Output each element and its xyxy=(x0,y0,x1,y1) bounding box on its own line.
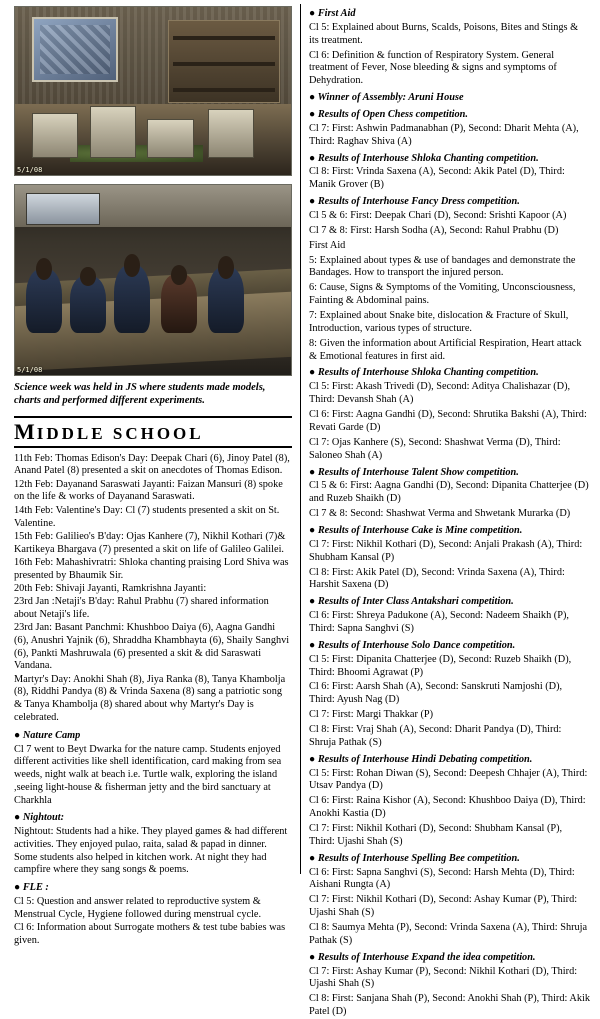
bullet-icon: ● xyxy=(309,852,316,864)
section-heading-hindi-debating: ● Results of Interhouse Hindi Debating competition. xyxy=(309,753,533,765)
bullet-icon: ● xyxy=(309,753,316,765)
event-entry: 16th Feb: Mahashivratri: Shloka chanting praising Lord Shiva was presented by Bhaumik Sir. xyxy=(14,556,289,581)
bullet-icon: ● xyxy=(309,524,316,536)
result-line: Cl 6: First: Aagna Gandhi (D), Second: Shrutika Bakshi (A), Third: Revati Garde (D) xyxy=(309,409,587,433)
section-heading-expand-the-idea: ● Results of Interhouse Expand the idea competition. xyxy=(309,951,536,963)
result-line: Cl 5 & 6: First: Aagna Gandhi (D), Second: Dipanita Chatterjee (D) and Ruzeb Shaikh (D) xyxy=(309,480,589,505)
result-line: Cl 7: First: Nikhil Kothari (D), Second: Shubham Kansal (P), Third: Ujashi Shah (S) xyxy=(309,822,563,847)
left-body-text xyxy=(14,453,292,948)
section-heading-antakshari: ● Results of Inter Class Antakshari competition. xyxy=(309,596,514,608)
result-line: Cl 8: Saumya Mehta (P), Second: Vrinda Saxena (A), Third: Shruja Pathak (S) xyxy=(309,922,588,946)
result-line: Cl 8: First: Sanjana Shah (P), Second: Anokhi Shah (P), Third: Akik Patel (D) xyxy=(309,993,590,1018)
bullet-icon: ● xyxy=(309,367,316,379)
result-line: Cl 7: First: Nikhil Kothari (D), Second: Anjali Prakash (A), Third: Shubham Kansal (P) xyxy=(309,538,583,563)
bullet-icon: ● xyxy=(14,882,21,894)
bullet-icon: ● xyxy=(309,639,316,651)
result-line: Cl 6: First: Raina Kishor (A), Second: Khushboo Daiya (D), Third: Anokhi Kastia (D) xyxy=(309,795,586,820)
section-paragraph: Nightout: Students had a hike. They played games & had different activities. They enjoyed pulao, raita, salad & papad in dinner. Some students also helped in kitchen work. At night they had campfire where they sang songs & poems. xyxy=(14,826,288,876)
event-entry: 12th Feb: Dayanand Saraswati Jayanti: Faizan Mansuri (8) spoke on the life & works of Dayanand Saraswati. xyxy=(14,478,283,503)
first-aid-item: 5: Explained about types & use of bandages and demonstrate the Bandages. How to transport the injured person. xyxy=(309,254,576,279)
subsection-label-first-aid: First Aid xyxy=(309,239,346,251)
section-heading-fancy-dress: ● Results of Interhouse Fancy Dress competition. xyxy=(309,196,520,208)
bullet-icon: ● xyxy=(309,951,316,963)
result-line: Cl 6: First: Shreya Padukone (A), Second: Nadeem Shaikh (P), Third: Sapna Sanghvi (S) xyxy=(309,610,569,634)
first-aid-item: 8: Given the information about Artificial Respiration, Heart attack & Emotional features in first aid. xyxy=(309,337,582,362)
result-line: Cl 7: First: Nikhil Kothari (D), Second: Ashay Kumar (P), Third: Ujashi Shah (S) xyxy=(309,894,578,919)
photo-caption: Science week was held in JS where students made models, charts and performed different experiments. xyxy=(14,382,266,406)
photo-date-stamp: 5/1/08 xyxy=(17,166,43,174)
section-paragraph: Cl 5: Question and answer related to reproductive system & Menstrual Cycle, Hygiene followed during menstrual cycle. xyxy=(14,895,262,920)
right-column xyxy=(301,0,600,1018)
bullet-icon: ● xyxy=(14,729,21,741)
section-heading-cake-is-mine: ● Results of Interhouse Cake is Mine competition. xyxy=(309,524,523,536)
result-line: Cl 7: First: Ashwin Padmanabhan (P), Second: Dharit Mehta (A), Third: Raghav Shiva (A) xyxy=(309,122,579,147)
bullet-icon: ● xyxy=(309,152,316,164)
result-line: Cl 7 & 8: Second: Shashwat Verma and Shwetank Murarka (D) xyxy=(309,508,571,520)
section-heading-solo-dance: ● Results of Interhouse Solo Dance competition. xyxy=(309,639,516,651)
section-heading-first-aid: ● First Aid xyxy=(309,8,356,19)
section-paragraph: Cl 7 went to Beyt Dwarka for the nature camp. Students enjoyed different activities like shell identification, card making from sea weeds, night walk at beach i.e. Turtle walk, exploring the island ,seeing light-house & fisherman jetty and the bird sanctuary at Charkhla xyxy=(14,743,282,806)
result-line: Cl 7: First: Ashay Kumar (P), Second: Nikhil Kothari (D), Third: Ujashi Shah (S) xyxy=(309,965,578,990)
event-entry: 14th Feb: Valentine's Day: Cl (7) students presented a skit on St. Valentine. xyxy=(14,504,280,529)
photo-date-stamp: 5/1/08 xyxy=(17,366,43,374)
result-line: Cl 7 & 8: First: Harsh Sodha (A), Second: Rahul Prabhu (D) xyxy=(309,224,559,236)
photo-science-models xyxy=(14,6,292,176)
result-line: Cl 5: First: Rohan Diwan (S), Second: Deepesh Chhajer (A), Third: Utsav Pandya (D) xyxy=(309,767,588,792)
result-line: Cl 8: First: Vraj Shah (A), Second: Dharit Pandya (D), Third: Shruja Pathak (S) xyxy=(309,723,562,748)
result-line: Cl 7: Ojas Kanhere (S), Second: Shashwat Verma (D), Third: Saloneo Shah (A) xyxy=(309,436,561,461)
section-heading-nightout: ● Nightout: xyxy=(14,812,65,824)
event-entry: 23rd Jan: Basant Panchmi: Khushboo Daiya (6), Aagna Gandhi (6), Anushri Yajnik (6), Shraddha Khambhayta (6), Shaily Sanghvi (6), Pankti Mashruwala (6) presented a skit & did Saraswati Vandana. xyxy=(14,622,290,672)
left-column xyxy=(0,0,300,946)
banner-drop-cap: M xyxy=(14,418,37,444)
event-entry: 11th Feb: Thomas Edison's Day: Deepak Chari (6), Jinoy Patel (8), Anand Patel (8) presented a skit on anecdotes of Thomas Edison. xyxy=(14,452,290,477)
section-heading-winner-of-assembly: ● Winner of Assembly: Aruni House xyxy=(309,92,464,104)
bullet-icon: ● xyxy=(309,109,316,121)
section-heading-open-chess: ● Results of Open Chess competition. xyxy=(309,109,468,121)
bullet-icon: ● xyxy=(309,596,316,608)
section-paragraph: Cl 6: Definition & function of Respiratory System. General treatment of Fever, Nose bleeding & signs and symptoms of Dehydration. xyxy=(309,49,557,87)
result-line: Cl 7: First: Margi Thakkar (P) xyxy=(309,709,434,721)
section-heading-talent-show: ● Results of Interhouse Talent Show competition. xyxy=(309,466,519,478)
event-entry: 20th Feb: Shivaji Jayanti, Ramkrishna Jayanti: xyxy=(14,582,207,594)
section-heading-shloka-chanting-2: ● Results of Interhouse Shloka Chanting competition. xyxy=(309,367,539,379)
event-entry: 23rd Jan :Netaji's B'day: Rahul Prabhu (7) shared information about Netaji's life. xyxy=(14,596,269,620)
bullet-icon: ● xyxy=(309,466,316,478)
bullet-icon: ● xyxy=(309,196,316,208)
middle-school-banner xyxy=(14,416,292,448)
result-line: Cl 6: First: Aarsh Shah (A), Second: Sanskruti Namjoshi (D), Third: Ayush Nag (D) xyxy=(309,681,563,706)
first-aid-item: 7: Explained about Snake bite, dislocation & Fracture of Skull, Introduction, various types of structure. xyxy=(309,310,569,334)
section-heading-nature-camp: ● Nature Camp xyxy=(14,729,81,741)
section-heading-fle: ● FLE : xyxy=(14,882,49,894)
result-line: Cl 5 & 6: First: Deepak Chari (D), Second: Srishti Kapoor (A) xyxy=(309,210,567,222)
event-entry: 15th Feb: Galilieo's B'day: Ojas Kanhere (7), Nikhil Kothari (7)& Kartikeya Bhargava (7) presented a skit on life of Galileo Galilei. xyxy=(14,530,286,555)
result-line: Cl 5: First: Dipanita Chatterjee (D), Second: Ruzeb Shaikh (D), Third: Bhoomi Agrawat (P) xyxy=(309,653,572,678)
result-line: Cl 5: First: Akash Trivedi (D), Second: Aditya Chalishazar (D), Third: Devansh Shah (A) xyxy=(309,381,571,406)
result-line: Cl 8: First: Vrinda Saxena (A), Second: Akik Patel (D), Third: Manik Grover (B) xyxy=(309,166,565,191)
first-aid-item: 6: Cause, Signs & Symptoms of the Vomiting, Unconsciousness, Fainting & Abdominal pains. xyxy=(309,282,576,307)
bullet-icon: ● xyxy=(309,92,316,104)
bullet-icon: ● xyxy=(14,812,21,824)
result-line: Cl 6: First: Sapna Sanghvi (S), Second: Harsh Mehta (D), Third: Aishani Rungta (A) xyxy=(309,866,575,891)
section-heading-shloka-chanting-1: ● Results of Interhouse Shloka Chanting competition. xyxy=(309,152,539,164)
section-paragraph: Cl 6: Information about Surrogate mothers & test tube babies was given. xyxy=(14,921,286,946)
bullet-icon: ● xyxy=(309,8,316,19)
event-entry: Martyr's Day: Anokhi Shah (8), Jiya Ranka (8), Tanya Khambolja (8), Riddhi Pandya (8) & Vrinda Saxena (8) sang a patriotic song & Tanya Khambolja (8) shared about why Martyr's Day is celebrated. xyxy=(14,673,286,723)
section-heading-spelling-bee: ● Results of Interhouse Spelling Bee competition. xyxy=(309,852,520,864)
banner-title-rest: IDDLE SCHOOL xyxy=(36,423,204,443)
photo-students-experiments xyxy=(14,184,292,376)
section-paragraph: Cl 5: Explained about Burns, Scalds, Poisons, Bites and Stings & its treatment. xyxy=(309,21,579,46)
result-line: Cl 8: First: Akik Patel (D), Second: Vrinda Saxena (A), Third: Harshit Saxena (D) xyxy=(309,566,565,591)
